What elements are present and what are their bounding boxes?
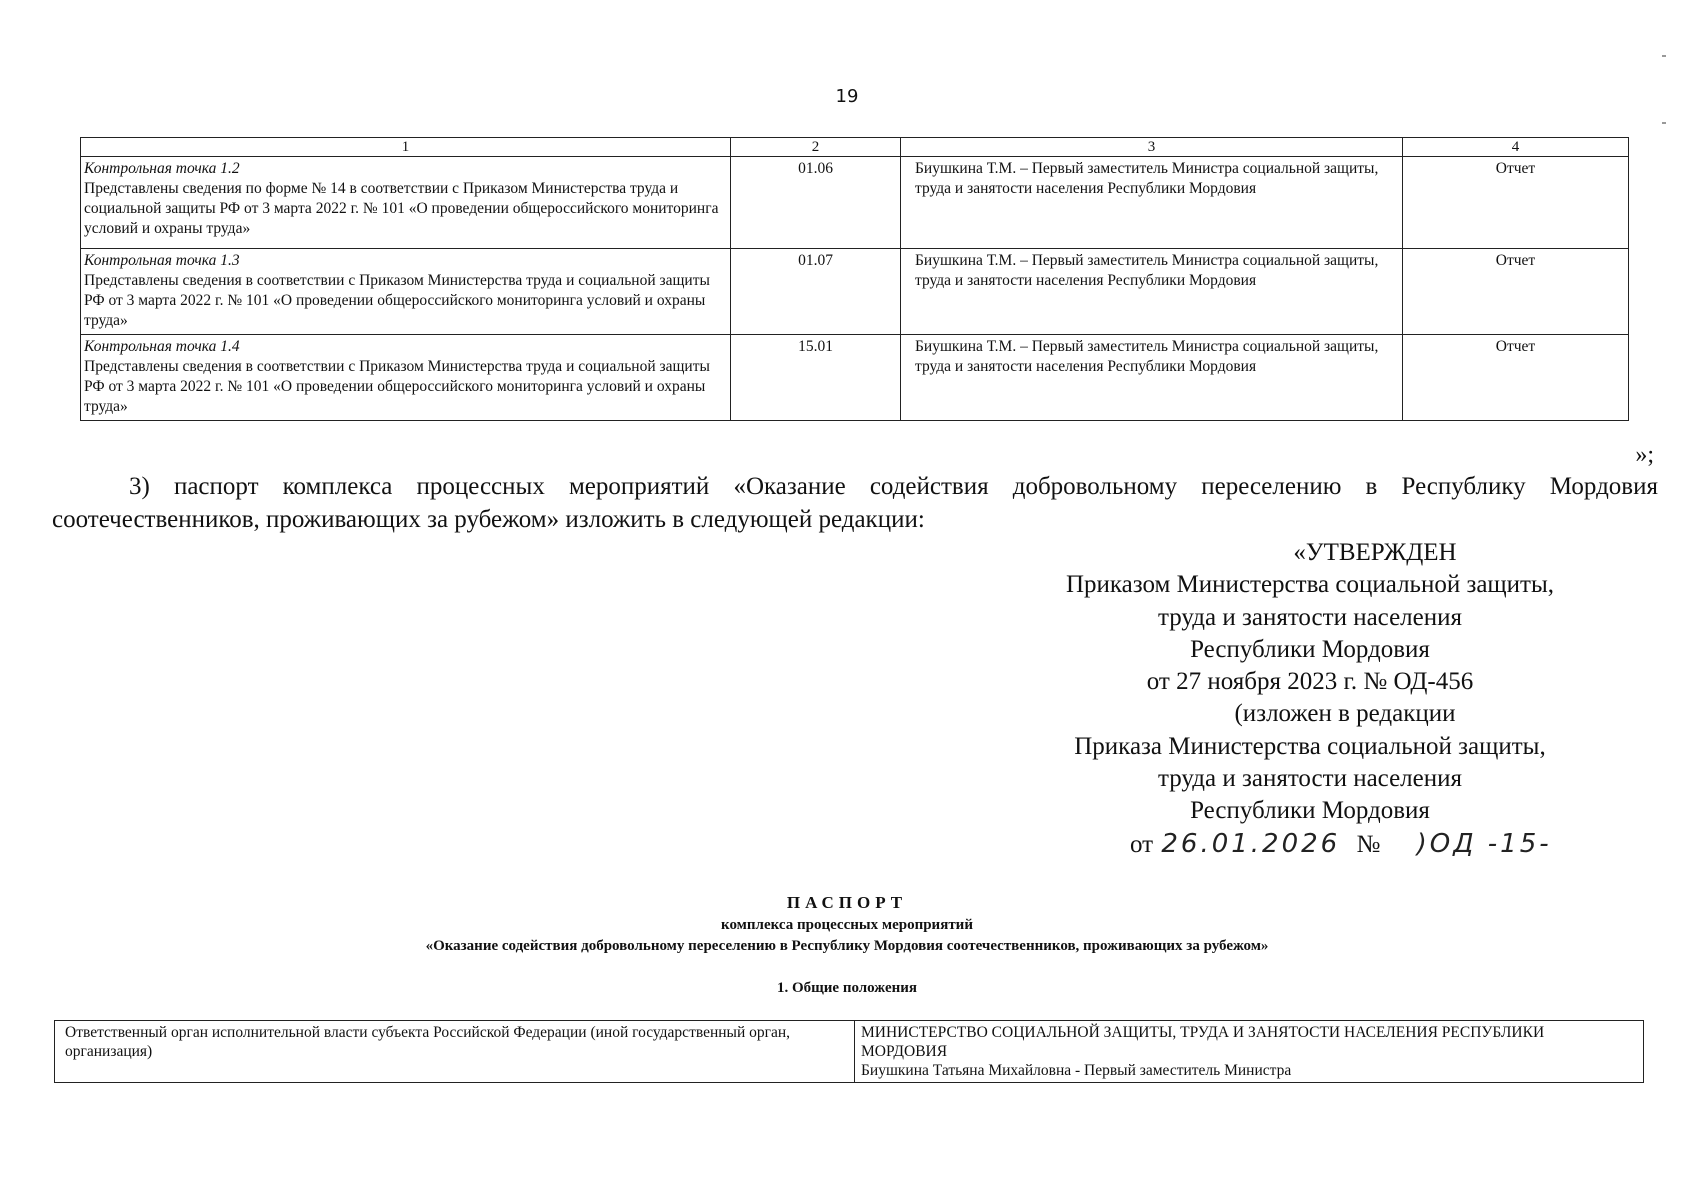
general-value-cell (855, 1021, 1644, 1083)
control-point-cell (81, 157, 731, 249)
approval-line: Приказом Министерства социальной защиты, (1065, 571, 1555, 599)
ministry-name: МИНИСТЕРСТВО СОЦИАЛЬНОЙ ЗАЩИТЫ, ТРУДА И ЗАНЯТОСТИ НАСЕЛЕНИЯ РЕСПУБЛИКИ МОРДОВИЯ (861, 1024, 1545, 1060)
approval-line: труда и занятости населения (1157, 603, 1463, 631)
approval-block (1030, 537, 1590, 861)
control-point-cell (81, 249, 731, 335)
handwritten-date: 26.01.2026 (1161, 828, 1341, 859)
control-points-table (80, 137, 1629, 421)
approval-line: «УТВЕРЖДЕН (1293, 539, 1457, 566)
passport-title: ПАСПОРТ (786, 893, 908, 912)
date-cell: 15.01 (731, 335, 901, 421)
intro-paragraph: 3) паспорт комплекса процессных мероприятий «Оказание содействия добровольному переселению в Республику Мордовия соотечественников, проживающих за рубежом» изложить в следующей редакции: (52, 473, 1658, 533)
control-point-title: Контрольная точка 1.3 (84, 252, 240, 269)
result-cell: Отчет (1403, 157, 1629, 249)
table-row (81, 335, 1629, 421)
number-sign: № (1356, 830, 1381, 858)
date-prefix: от (1130, 830, 1154, 858)
result-cell: Отчет (1403, 335, 1629, 421)
approval-line: труда и занятости населения (1157, 765, 1463, 793)
column-header: 4 (1403, 138, 1629, 157)
responsible-cell: Биушкина Т.М. – Первый заместитель Министра социальной защиты, труда и занятости населения Республики Мордовия (901, 157, 1403, 249)
passport-name: «Оказание содействия добровольному переселению в Республику Мордовия соотечественников, проживающих за рубежом» (425, 938, 1269, 954)
column-header: 3 (901, 138, 1403, 157)
result-cell: Отчет (1403, 249, 1629, 335)
scan-mark (1662, 122, 1666, 124)
approval-line: (изложен в редакции (1234, 700, 1456, 728)
column-header: 2 (731, 138, 901, 157)
section-heading: 1. Общие положения (776, 980, 918, 996)
approval-line: Приказа Министерства социальной защиты, (1074, 732, 1546, 760)
control-point-title: Контрольная точка 1.4 (84, 338, 240, 355)
general-label-cell: Ответственный орган исполнительной власти субъекта Российской Федерации (иной государственный орган, организация) (55, 1021, 855, 1083)
responsible-person: Биушкина Татьяна Михайловна - Первый заместитель Министра (861, 1062, 1292, 1079)
passport-subtitle: комплекса процессных мероприятий (721, 917, 973, 933)
page-number: 19 (835, 86, 859, 107)
date-cell: 01.06 (731, 157, 901, 249)
approval-line: Республики Мордовия (1190, 797, 1430, 825)
responsible-cell: Биушкина Т.М. – Первый заместитель Министра социальной защиты, труда и занятости населения Республики Мордовия (901, 335, 1403, 421)
control-point-text: Представлены сведения по форме № 14 в соответствии с Приказом Министерства труда и социальной защиты РФ от 3 марта 2022 г. № 101 «О проведении общероссийского мониторинга условий и охраны труда» (84, 180, 719, 237)
table-row (81, 157, 1629, 249)
column-header: 1 (81, 138, 731, 157)
control-point-text: Представлены сведения в соответствии с Приказом Министерства труда и социальной защиты РФ от 3 марта 2022 г. № 101 «О проведении общероссийского мониторинга условий и охраны труда» (84, 272, 710, 329)
scan-mark (1662, 55, 1666, 57)
closing-quote: »; (1635, 442, 1654, 468)
table-row (81, 249, 1629, 335)
table-row (55, 1021, 1644, 1083)
general-provisions-table (54, 1020, 1644, 1083)
approval-line: от 27 ноября 2023 г. № ОД-456 (1146, 668, 1474, 696)
approval-date-line (1030, 828, 1590, 861)
control-point-cell (81, 335, 731, 421)
date-cell: 01.07 (731, 249, 901, 335)
responsible-cell: Биушкина Т.М. – Первый заместитель Министра социальной защиты, труда и занятости населения Республики Мордовия (901, 249, 1403, 335)
approval-line: Республики Мордовия (1190, 635, 1430, 663)
control-point-text: Представлены сведения в соответствии с Приказом Министерства труда и социальной защиты РФ от 3 марта 2022 г. № 101 «О проведении общероссийского мониторинга условий и охраны труда» (84, 358, 710, 415)
handwritten-number: )ОД -15- (1416, 828, 1552, 859)
table-header-row (81, 138, 1629, 157)
control-point-title: Контрольная точка 1.2 (84, 160, 240, 177)
